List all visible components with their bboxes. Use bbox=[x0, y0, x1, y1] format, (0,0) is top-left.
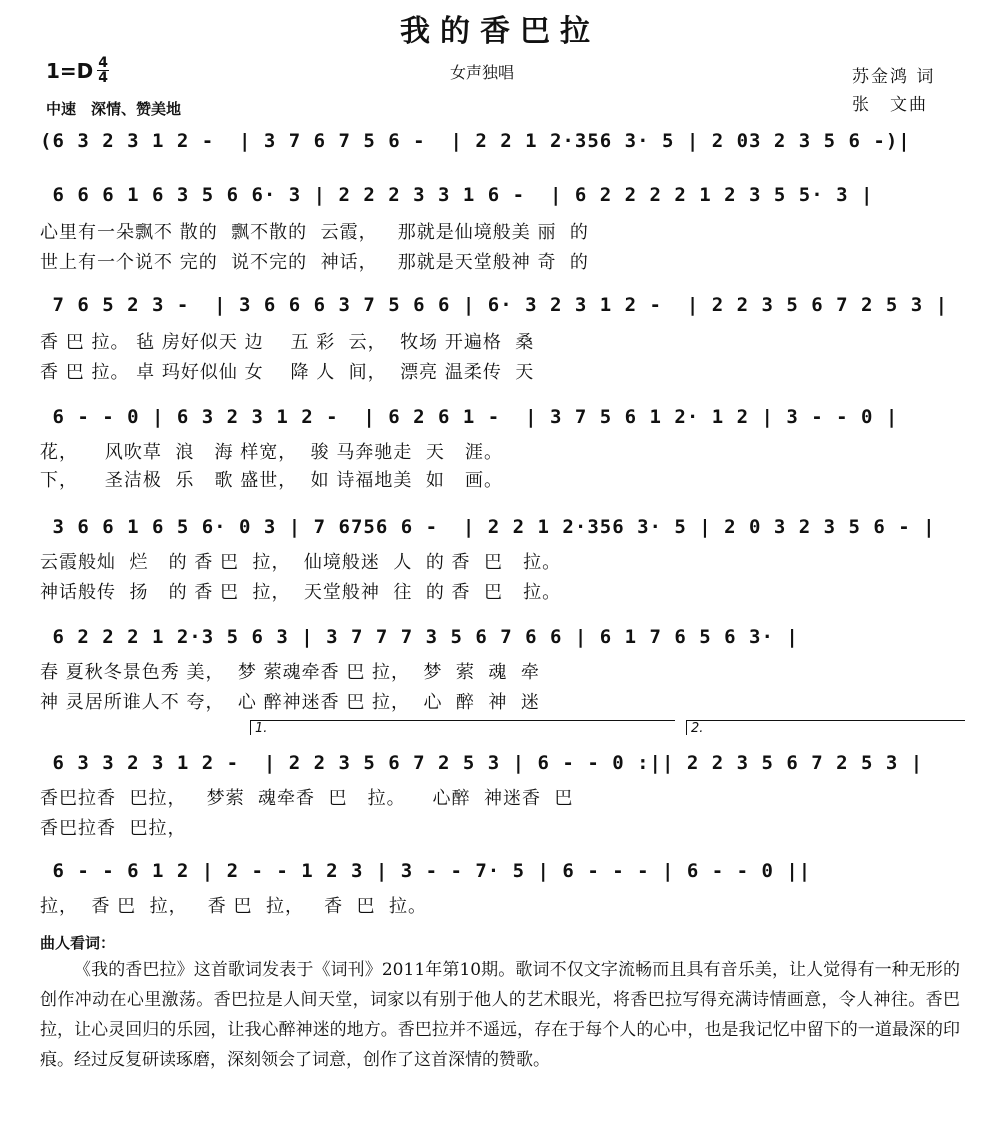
song-title: 我的香巴拉 bbox=[400, 14, 600, 49]
notation-row: 6 3 3 2 3 1 2 - | 2 2 3 5 6 7 2 5 3 | 6 - - 0 :|| 2 2 3 5 6 7 2 5 3 | bbox=[40, 752, 924, 774]
commentary-title: 曲人看词： bbox=[40, 934, 116, 952]
lyric-line: 世上有一个说不 完的 说不完的 神话， 那就是天堂般神 奇 的 bbox=[40, 252, 589, 273]
volta-second-ending: 2. bbox=[686, 720, 965, 735]
volta-first-ending: 1. bbox=[250, 720, 675, 735]
key-signature bbox=[46, 56, 109, 85]
lyric-line: 香 巴 拉。 毡 房好似天 边 五 彩 云， 牧场 开遍格 桑 bbox=[40, 332, 535, 353]
lyric-line: 神 灵居所谁人不 夸， 心 醉神迷香 巴 拉， 心 醉 神 迷 bbox=[40, 692, 540, 713]
notation-row: 6 - - 0 | 6 3 2 3 1 2 - | 6 2 6 1 - | 3 7 5 6 1 2· 1 2 | 3 - - 0 | bbox=[40, 406, 899, 428]
notation-row: 6 2 2 2 1 2·3 5 6 3 | 3 7 7 7 3 5 6 7 6 6 | 6 1 7 6 5 6 3· | bbox=[40, 626, 799, 648]
lyric-line: 下， 圣洁极 乐 歌 盛世， 如 诗福地美 如 画。 bbox=[40, 470, 503, 491]
lyricist-credit: 苏金鸿 词 bbox=[852, 67, 936, 87]
lyric-line: 花， 风吹草 浪 海 样宽， 骏 马奔驰走 天 涯。 bbox=[40, 442, 503, 463]
time-signature bbox=[97, 56, 109, 85]
lyric-line: 香巴拉香 巴拉， bbox=[40, 818, 187, 839]
lyric-line: 神话般传 扬 的 香 巴 拉， 天堂般神 往 的 香 巴 拉。 bbox=[40, 582, 562, 603]
lyric-line: 云霞般灿 烂 的 香 巴 拉， 仙境般迷 人 的 香 巴 拉。 bbox=[40, 552, 562, 573]
lyric-line: 拉， 香 巴 拉， 香 巴 拉， 香 巴 拉。 bbox=[40, 896, 427, 917]
notation-row: (6 3 2 3 1 2 - | 3 7 6 7 5 6 - | 2 2 1 2·356 3· 5 | 2 03 2 3 5 6 -)| bbox=[40, 130, 911, 152]
composer-credit: 张 文曲 bbox=[852, 95, 928, 115]
performance-type: 女声独唱 bbox=[450, 63, 515, 82]
notation-row: 3 6 6 1 6 5 6· 0 3 | 7 6756 6 - | 2 2 1 2·356 3· 5 | 2 0 3 2 3 5 6 - | bbox=[40, 516, 936, 538]
notation-row: 6 6 6 1 6 3 5 6 6· 3 | 2 2 2 3 3 1 6 - | 6 2 2 2 2 1 2 3 5 5· 3 | bbox=[40, 184, 874, 206]
lyric-line: 香巴拉香 巴拉， 梦萦 魂牵香 巴 拉。 心醉 神迷香 巴 bbox=[40, 788, 574, 809]
key-label: 1=D bbox=[46, 58, 94, 83]
time-bottom: 4 bbox=[98, 70, 109, 86]
lyric-line: 香 巴 拉。 卓 玛好似仙 女 降 人 间， 漂亮 温柔传 天 bbox=[40, 362, 535, 383]
lyric-line: 春 夏秋冬景色秀 美， 梦 萦魂牵香 巴 拉， 梦 萦 魂 牵 bbox=[40, 662, 540, 683]
notation-row: 6 - - 6 1 2 | 2 - - 1 2 3 | 3 - - 7· 5 | 6 - - - | 6 - - 0 || bbox=[40, 860, 812, 882]
commentary-text: 《我的香巴拉》这首歌词发表于《词刊》2011年第10期。歌词不仅文字流畅而且具有音乐美，让人觉得有一种无形的创作冲动在心里激荡。香巴拉是人间天堂，词家以有别于他人的艺术眼光，将香巴拉写得充满诗情画意，令人神往。香巴拉，让心灵回归的乐园，让我心醉神迷的地方。香巴拉并不遥远，存在于每个人的心中，也是我记忆中留下的一道最深的印痕。经过反复研读琢磨，深刻领会了词意，创作了这首深情的赞歌。 bbox=[40, 960, 960, 1070]
notation-row: 7 6 5 2 3 - | 3 6 6 6 3 7 5 6 6 | 6· 3 2 3 1 2 - | 2 2 3 5 6 7 2 5 3 | bbox=[40, 294, 949, 316]
time-top: 4 bbox=[98, 55, 109, 71]
tempo-marking: 中速 深情、赞美地 bbox=[46, 100, 182, 118]
lyric-line: 心里有一朵飘不 散的 飘不散的 云霞， 那就是仙境般美 丽 的 bbox=[40, 222, 589, 243]
